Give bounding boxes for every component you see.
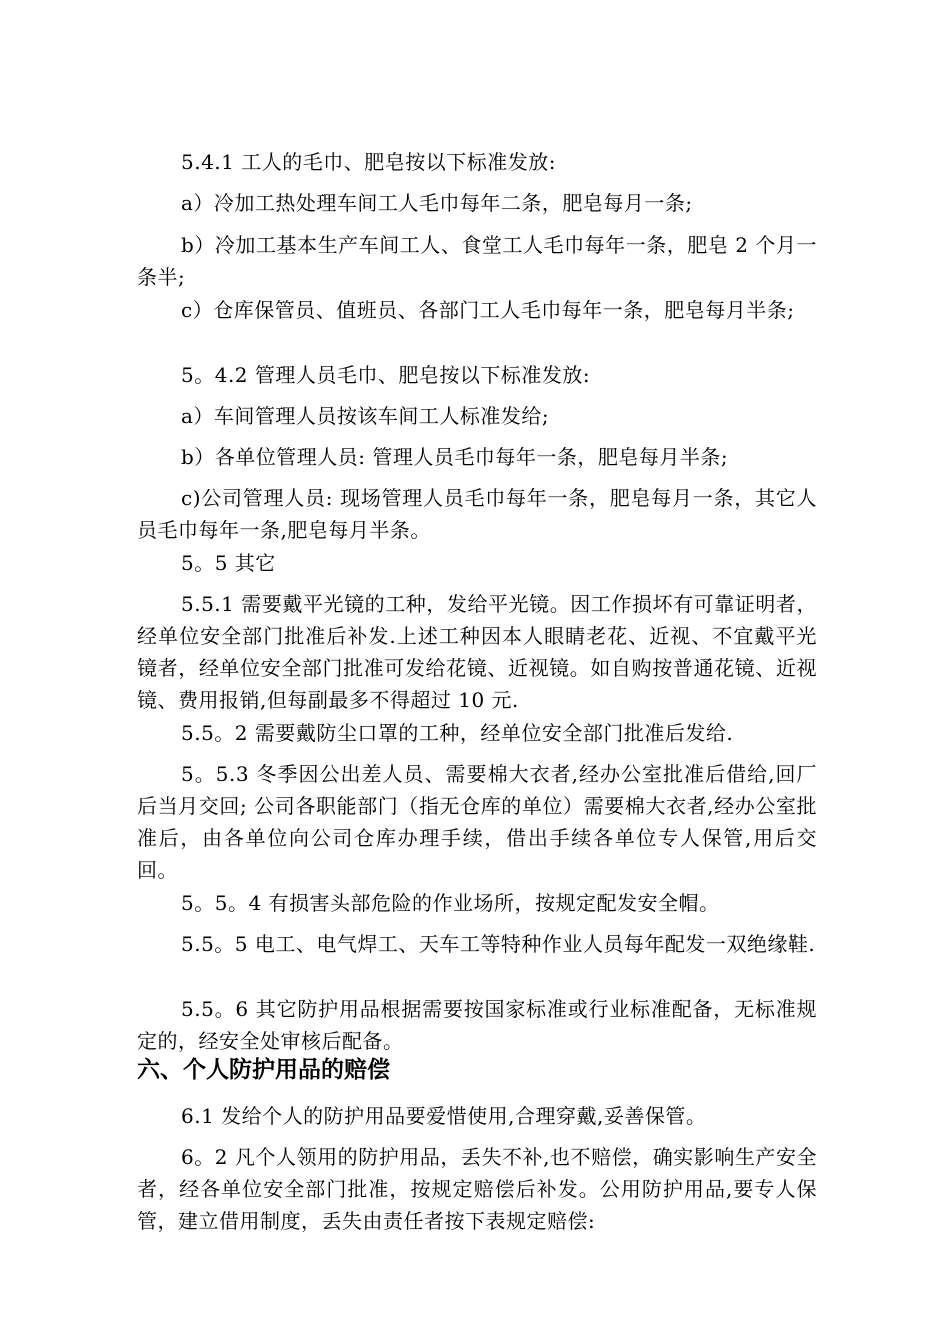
section-heading: 六、个人防护用品的赔偿 — [137, 1057, 390, 1083]
paragraph-5-4-1-c: c）仓库保管员、值班员、各部门工人毛巾每年一条，肥皂每月半条; — [181, 298, 795, 322]
paragraph-5-4-1: 5.4.1 工人的毛巾、肥皂按以下标准发放: — [181, 150, 556, 174]
paragraph-5-5-6: 5.5。6 其它防护用品根据需要按国家标准或行业标准配备，无标准规定的，经安全处审核后配备。 — [137, 997, 817, 1053]
paragraph-5-5-1: 5.5.1 需要戴平光镜的工种，发给平光镜。因工作损坏有可靠证明者，经单位安全部门批准后补发.上述工种因本人眼睛老花、近视、不宜戴平光镜者，经单位安全部门批准可发给花镜、近视镜。如自购按普通花镜、近视镜、费用报销,但每副最多不得超过 10 元. — [137, 592, 817, 712]
paragraph-6-2: 6。2 凡个人领用的防护用品，丢失不补,也不赔偿，确实影响生产安全者，经各单位安全部门批准，按规定赔偿后补发。公用防护用品,要专人保管，建立借用制度，丢失由责任者按下表规定赔偿: — [137, 1145, 817, 1233]
paragraph-5-4-2: 5。4.2 管理人员毛巾、肥皂按以下标准发放: — [181, 363, 591, 387]
paragraph-6-1: 6.1 发给个人的防护用品要爱惜使用,合理穿戴,妥善保管。 — [181, 1104, 707, 1128]
paragraph-5-4-2-c: c)公司管理人员: 现场管理人员毛巾每年一条，肥皂每月一条，其它人员毛巾每年一条,肥皂每月半条。 — [137, 486, 817, 542]
paragraph-5-4-1-b: b）冷加工基本生产车间工人、食堂工人毛巾每年一条，肥皂 2 个月一条半; — [137, 233, 817, 289]
paragraph-5-5-5: 5.5。5 电工、电气焊工、天车工等特种作业人员每年配发一双绝缘鞋. — [181, 932, 816, 956]
paragraph-5-4-1-a: a）冷加工热处理车间工人毛巾每年二条，肥皂每月一条; — [181, 191, 693, 215]
paragraph-5-4-2-b: b）各单位管理人员: 管理人员毛巾每年一条，肥皂每月半条; — [181, 445, 729, 469]
paragraph-5-5-2: 5.5。2 需要戴防尘口罩的工种，经单位安全部门批准后发给. — [181, 721, 734, 745]
paragraph-5-5-3: 5。5.3 冬季因公出差人员、需要棉大衣者,经办公室批准后借给,回厂后当月交回; 公司各职能部门（指无仓库的单位）需要棉大衣者,经办公室批准后，由各单位向公司仓库办理手续，借出手续各单位专人保管,用后交回。 — [137, 762, 817, 882]
paragraph-5-5-4: 5。5。4 有损害头部危险的作业场所，按规定配发安全帽。 — [181, 891, 720, 915]
paragraph-5-5: 5。5 其它 — [181, 551, 276, 575]
paragraph-5-4-2-a: a）车间管理人员按该车间工人标准发给; — [181, 404, 550, 428]
